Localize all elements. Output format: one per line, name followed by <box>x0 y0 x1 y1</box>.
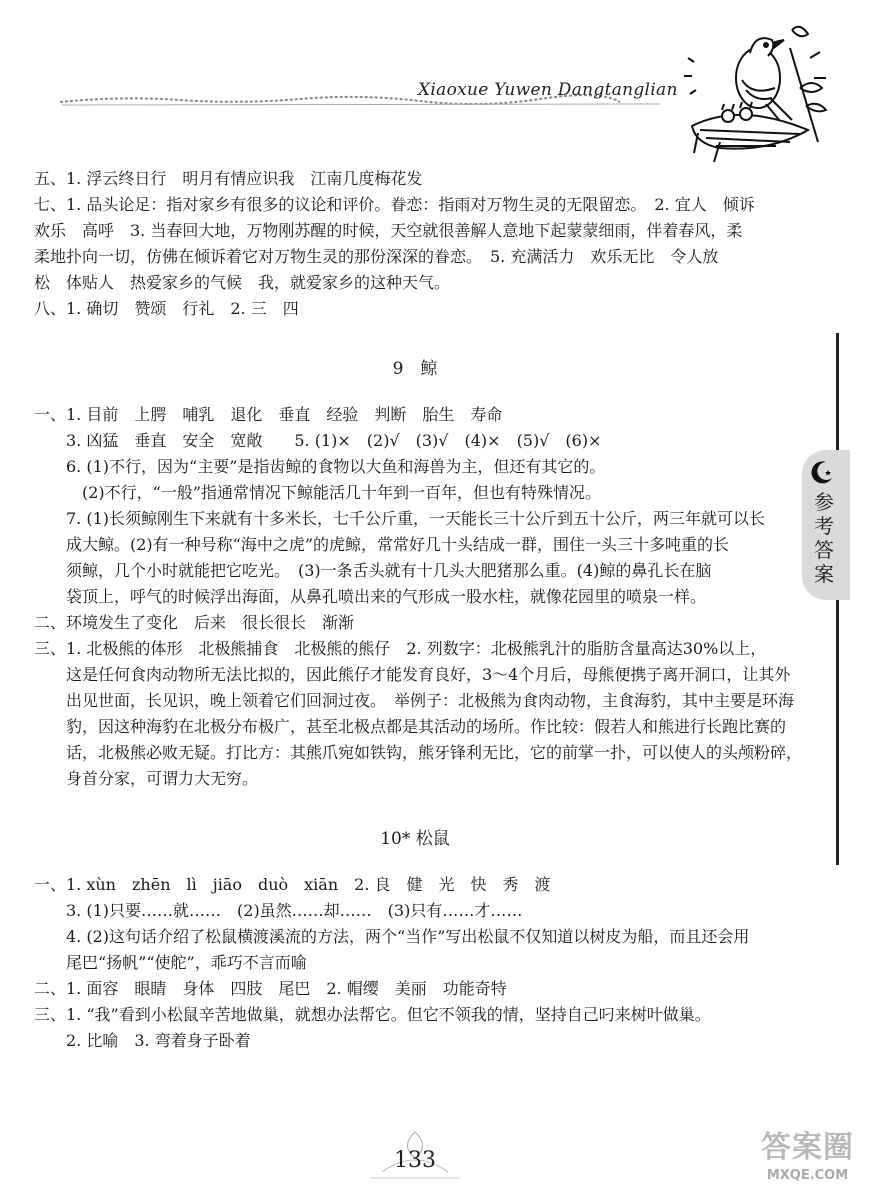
answer-line: 须鲸，几个小时就能把它吃光。 (3)一条舌头就有十几头大肥猪那么重。(4)鲸的鼻孔长在脑 <box>66 561 712 580</box>
answer-line: 一、1. xùn zhēn lì jiāo duò xiān 2. 良 健 光 快 秀 渡 <box>34 875 551 894</box>
answer-line: 6. (1)不行，因为“主要”是指齿鲸的食物以大鱼和海兽为主，但还有其它的。 <box>66 457 606 476</box>
sidebar-label: 参考答案 <box>814 490 834 586</box>
answer-line: 一、1. 目前 上腭 哺乳 退化 垂直 经验 判断 胎生 寿命 <box>34 405 503 424</box>
lesson-heading: 9 鲸 <box>392 359 438 379</box>
answer-line: 三、1. 北极熊的体形 北极熊捕食 北极熊的熊仔 2. 列数字：北极熊乳汁的脂肪含量高达30%以上， <box>34 639 767 658</box>
answer-line: 三、1. “我”看到小松鼠辛苦地做巢，就想办法帮它。但它不领我的情，坚持自己叼来树叶做巢。 <box>34 1005 711 1024</box>
answer-line: 身首分家，可谓力大无穷。 <box>66 769 259 788</box>
answer-line: 3. (1)只要……就…… (2)虽然……却…… (3)只有……才…… <box>66 901 523 920</box>
bird-nest-illustration-icon <box>680 18 830 163</box>
answer-line: 二、环境发生了变化 后来 很长很长 渐渐 <box>34 613 355 632</box>
answer-line: 豹，因这种海豹在北极分布极广，甚至北极点都是其活动的场所。作比较：假若人和熊进行长跑比赛的 <box>66 717 787 736</box>
crescent-moon-icon <box>808 458 836 486</box>
answer-line: 八、1. 确切 赞颂 行礼 2. 三 四 <box>34 299 299 318</box>
answer-line: 二、1. 面容 眼睛 身体 四肢 尾巴 2. 帽缨 美丽 功能奇特 <box>34 979 507 998</box>
answer-line: 2. 比喻 3. 弯着身子卧着 <box>66 1031 251 1050</box>
answer-line: (2)不行，“一般”指通常情况下鲸能活几十年到一百年，但也有特殊情况。 <box>82 483 602 502</box>
watermark-text: 答案圈 <box>761 1130 854 1165</box>
page-number: 133 <box>394 1148 436 1173</box>
watermark-logo <box>745 1128 870 1192</box>
lesson-heading: 10* 松鼠 <box>380 829 450 849</box>
answer-line: 欢乐 高呼 3. 当春回大地，万物刚苏醒的时候，天空就很善解人意地下起蒙蒙细雨，伴着春风，柔 <box>34 221 743 240</box>
answer-line: 7. (1)长须鲸刚生下来就有十多米长，七千公斤重，一天能长三十公斤到五十公斤，两三年就可以长 <box>66 509 766 528</box>
answer-line: 话，北极熊必败无疑。打比方：其熊爪宛如铁钩，熊牙锋利无比，它的前掌一扑，可以使人的头颅粉碎， <box>66 743 803 762</box>
answer-line: 3. 凶猛 垂直 安全 宽敞 5. (1)× (2)√ (3)√ (4)× (5)√ (6)× <box>66 431 602 450</box>
answer-line: 七、1. 品头论足：指对家乡有很多的议论和评价。眷恋：指雨对万物生灵的无限留恋。 2. 宜人 倾诉 <box>34 195 755 214</box>
answer-content <box>34 166 803 1054</box>
answer-line: 松 体贴人 热爱家乡的气候 我，就爱家乡的这种天气。 <box>34 273 451 292</box>
answer-line: 这是任何食肉动物所无法比拟的，因此熊仔才能发育良好，3～4个月后，母熊便携子离开洞口，让其外 <box>66 665 791 684</box>
answer-line: 柔地扑向一切，仿佛在倾诉着它对万物生灵的那份深深的眷恋。 5. 充满活力 欢乐无比 令人放 <box>34 247 719 266</box>
answer-line: 出见世面，长见识，晚上领着它们回洞过夜。 举例子：北极熊为食肉动物，主食海豹，其中主要是环海 <box>66 691 795 710</box>
header-title: Xiaoxue Yuwen Dangtanglian <box>418 80 678 100</box>
answer-line: 五、1. 浮云终日行 明月有情应识我 江南几度梅花发 <box>34 169 423 188</box>
answer-line: 成大鲸。(2)有一种号称“海中之虎”的虎鲸，常常好几十头结成一群，围住一头三十多吨重的长 <box>66 535 730 554</box>
answer-line: 4. (2)这句话介绍了松鼠横渡溪流的方法，两个“当作”写出松鼠不仅知道以树皮为船，而且还会用 <box>66 927 750 946</box>
answer-line: 尾巴“扬帆”“使舵”，乖巧不言而喻 <box>66 953 307 972</box>
watermark-url: MXQE.COM <box>766 1168 849 1183</box>
answer-line: 袋顶上，呼气的时候浮出海面，从鼻孔喷出来的气形成一股水柱，就像花园里的喷泉一样。 <box>66 587 707 606</box>
